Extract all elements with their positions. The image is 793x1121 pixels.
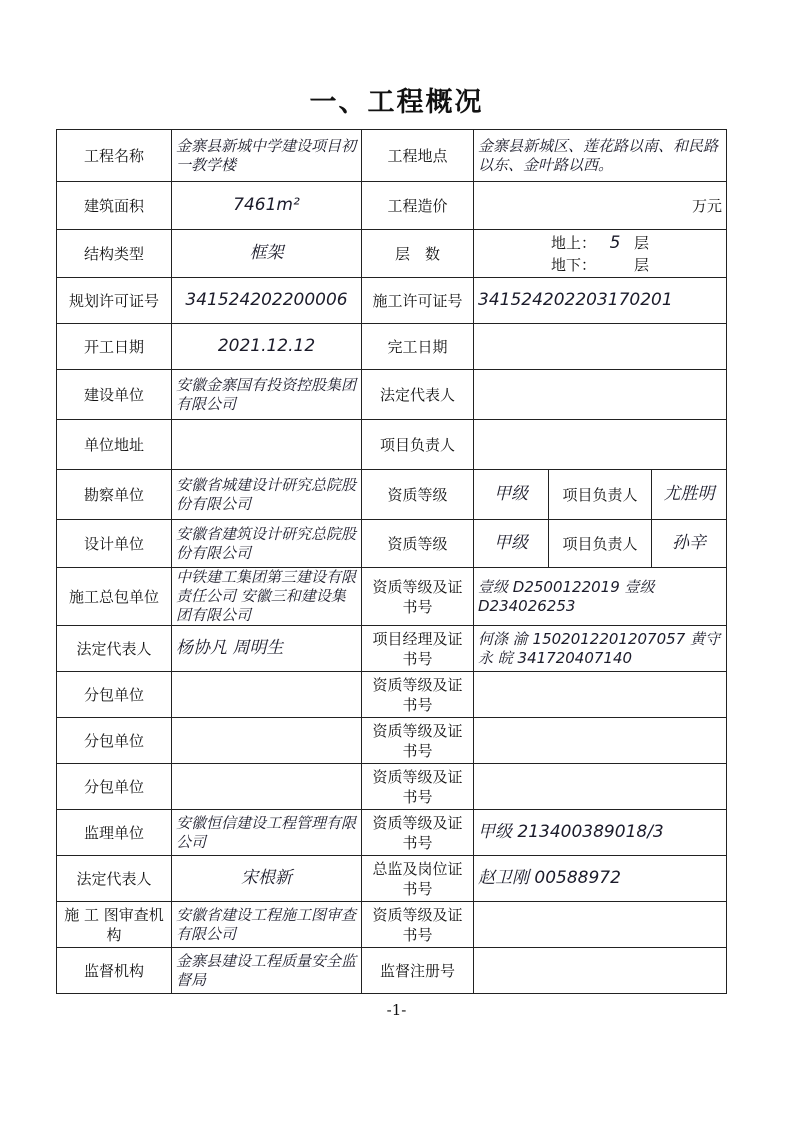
table-row <box>57 856 727 902</box>
label-legal-rep: 法定代表人 <box>362 370 474 420</box>
table-row <box>57 230 727 278</box>
table-row <box>57 810 727 856</box>
label-floors: 层 数 <box>362 230 474 278</box>
value-design-lead: 孙辛 <box>652 520 727 568</box>
value-sub3-qual <box>474 764 727 810</box>
label-oversight-reg: 监督注册号 <box>362 948 474 994</box>
label-project-manager: 项目经理及证书号 <box>362 626 474 672</box>
value-sub1 <box>172 672 362 718</box>
table-row <box>57 324 727 370</box>
label-survey-lead: 项目负责人 <box>549 470 652 520</box>
value-start-date: 2021.12.12 <box>172 324 362 370</box>
value-sub2-qual <box>474 718 727 764</box>
value-project-site: 金寨县新城区、莲花路以南、和民路以东、金叶路以西。 <box>474 130 727 182</box>
value-design: 安徽省建筑设计研究总院股份有限公司 <box>172 520 362 568</box>
label-address: 单位地址 <box>57 420 172 470</box>
value-survey-qual: 甲级 <box>474 470 549 520</box>
floors-below-unit: 层 <box>634 255 650 274</box>
table-row <box>57 182 727 230</box>
label-survey: 勘察单位 <box>57 470 172 520</box>
value-oversight-reg <box>474 948 727 994</box>
label-general-contractor: 施工总包单位 <box>57 568 172 626</box>
value-project-manager: 何涤 渝 1502012201207057 黄守永 皖 341720407140 <box>474 626 727 672</box>
table-row <box>57 420 727 470</box>
project-overview-table <box>56 129 727 994</box>
label-sub3-qual: 资质等级及证书号 <box>362 764 474 810</box>
label-gc-qual: 资质等级及证书号 <box>362 568 474 626</box>
value-gc-qual: 壹级 D2500122019 壹级 D234026253 <box>474 568 727 626</box>
label-start-date: 开工日期 <box>57 324 172 370</box>
label-survey-qual: 资质等级 <box>362 470 474 520</box>
table-row <box>57 278 727 324</box>
label-sub2: 分包单位 <box>57 718 172 764</box>
table-row <box>57 470 727 520</box>
value-review: 安徽省建设工程施工图审查有限公司 <box>172 902 362 948</box>
table-row <box>57 370 727 420</box>
label-end-date: 完工日期 <box>362 324 474 370</box>
table-row <box>57 626 727 672</box>
value-review-qual <box>474 902 727 948</box>
label-review-qual: 资质等级及证书号 <box>362 902 474 948</box>
table-row <box>57 130 727 182</box>
floors-above-value: 5 <box>609 232 621 253</box>
value-supervision-rep: 宋根新 <box>172 856 362 902</box>
label-owner: 建设单位 <box>57 370 172 420</box>
value-sub2 <box>172 718 362 764</box>
value-floors <box>474 230 727 278</box>
label-project-lead: 项目负责人 <box>362 420 474 470</box>
label-sub3: 分包单位 <box>57 764 172 810</box>
value-sub3 <box>172 764 362 810</box>
value-design-qual: 甲级 <box>474 520 549 568</box>
value-supervision-qual: 甲级 213400389018/3 <box>474 810 727 856</box>
label-project-site: 工程地点 <box>362 130 474 182</box>
value-legal-rep <box>474 370 727 420</box>
label-cost: 工程造价 <box>362 182 474 230</box>
cost-unit: 万元 <box>692 196 723 215</box>
label-sub1: 分包单位 <box>57 672 172 718</box>
table-row <box>57 568 727 626</box>
value-general-contractor: 中铁建工集团第三建设有限责任公司 安徽三和建设集团有限公司 <box>172 568 362 626</box>
value-construction-permit: 341524202203170201 <box>474 278 727 324</box>
value-survey-lead: 尤胜明 <box>652 470 727 520</box>
label-sub1-qual: 资质等级及证书号 <box>362 672 474 718</box>
label-project-name: 工程名称 <box>57 130 172 182</box>
label-sub2-qual: 资质等级及证书号 <box>362 718 474 764</box>
floors-above-unit: 层 <box>634 233 650 252</box>
value-structure: 框架 <box>172 230 362 278</box>
value-cost <box>474 182 727 230</box>
floors-below-label: 地下： <box>550 255 596 274</box>
label-oversight: 监督机构 <box>57 948 172 994</box>
page-title: 一、工程概况 <box>309 87 484 118</box>
value-planning-permit: 341524202200006 <box>172 278 362 324</box>
table-row <box>57 520 727 568</box>
value-area: 7461m² <box>172 182 362 230</box>
value-project-lead <box>474 420 727 470</box>
label-construction-permit: 施工许可证号 <box>362 278 474 324</box>
value-project-name: 金寨县新城中学建设项目初一教学楼 <box>172 130 362 182</box>
label-structure: 结构类型 <box>57 230 172 278</box>
value-oversight: 金寨县建设工程质量安全监督局 <box>172 948 362 994</box>
table-row <box>57 902 727 948</box>
value-survey: 安徽省城建设计研究总院股份有限公司 <box>172 470 362 520</box>
table-row <box>57 672 727 718</box>
page-number: -1- <box>386 1001 407 1019</box>
value-owner: 安徽金寨国有投资控股集团有限公司 <box>172 370 362 420</box>
value-sub1-qual <box>474 672 727 718</box>
label-supervision-rep: 法定代表人 <box>57 856 172 902</box>
value-address <box>172 420 362 470</box>
label-chief-supervisor: 总监及岗位证书号 <box>362 856 474 902</box>
table-row <box>57 764 727 810</box>
label-supervision-qual: 资质等级及证书号 <box>362 810 474 856</box>
table-row <box>57 718 727 764</box>
label-design-qual: 资质等级 <box>362 520 474 568</box>
label-design: 设计单位 <box>57 520 172 568</box>
label-design-lead: 项目负责人 <box>549 520 652 568</box>
label-supervision: 监理单位 <box>57 810 172 856</box>
value-chief-supervisor: 赵卫刚 00588972 <box>474 856 727 902</box>
floors-above-label: 地上： <box>550 233 596 252</box>
label-planning-permit: 规划许可证号 <box>57 278 172 324</box>
value-supervision: 安徽恒信建设工程管理有限公司 <box>172 810 362 856</box>
label-review: 施 工 图审查机构 <box>57 902 172 948</box>
table-row <box>57 948 727 994</box>
label-area: 建筑面积 <box>57 182 172 230</box>
label-contractor-rep: 法定代表人 <box>57 626 172 672</box>
value-end-date <box>474 324 727 370</box>
value-contractor-rep: 杨协凡 周明生 <box>172 626 362 672</box>
